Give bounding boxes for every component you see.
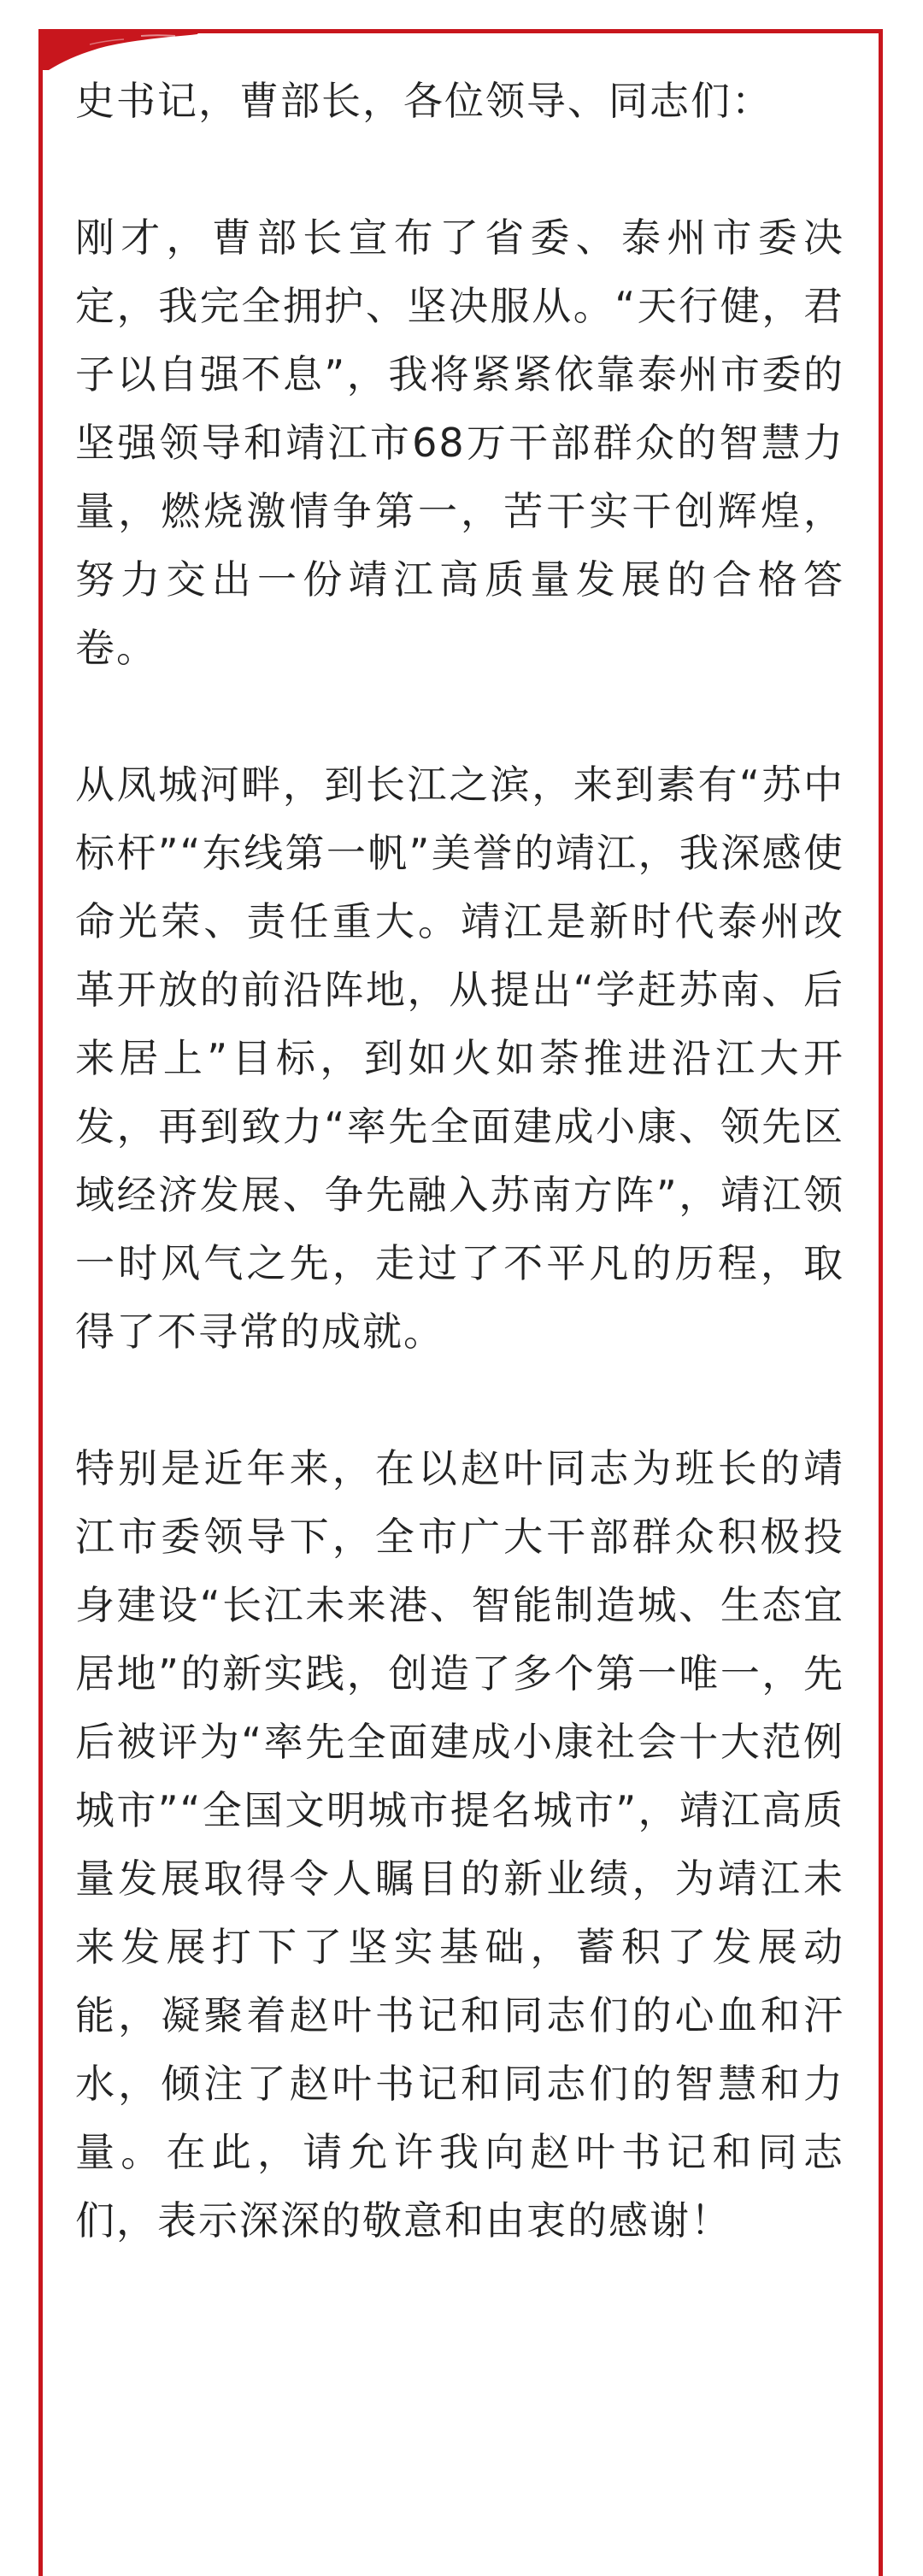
brush-stroke-shape [38, 29, 201, 70]
brush-texture-line [141, 35, 175, 36]
paragraph-2: 从凤城河畔，到长江之滨，来到素有“苏中标杆”“东线第一帆”美誉的靖江，我深感使命光荣、责任重大。靖江是新时代泰州改革开放的前沿阵地，从提出“学赶苏南、后来居上”目标，到如火如荼推进沿江大开发，再到致力“率先全面建成小康、领先区域经济发展、争先融入苏南方阵”，靖江领一时风气之先，走过了不平凡的历程，取得了不寻常的成就。 [75, 762, 844, 1355]
article-body [75, 67, 844, 2255]
paragraph-greeting: 史书记，曹部长，各位领导、同志们： [75, 78, 773, 124]
brush-stroke-graphic [38, 29, 201, 70]
paragraph-1: 刚才，曹部长宣布了省委、泰州市委决定，我完全拥护、坚决服从。“天行健，君子以自强不息”，我将紧紧依靠泰州市委的坚强领导和靖江市68万干部群众的智慧力量，燃烧激情争第一，苦干实干创辉煌，努力交出一份靖江高质量发展的合格答卷。 [75, 215, 844, 671]
corner-brush-decoration [38, 29, 201, 70]
paragraph-3: 特别是近年来，在以赵叶同志为班长的靖江市委领导下，全市广大干部群众积极投身建设“长江未来港、智能制造城、生态宜居地”的新实践，创造了多个第一唯一，先后被评为“率先全面建成小康社会十大范例城市”“全国文明城市提名城市”，靖江高质量发展取得令人瞩目的新业绩，为靖江未来发展打下了坚实基础，蓄积了发展动能，凝聚着赵叶书记和同志们的心血和汗水，倾注了赵叶书记和同志们的智慧和力量。在此，请允许我向赵叶书记和同志们，表示深深的敬意和由衷的感谢！ [75, 1445, 844, 2244]
